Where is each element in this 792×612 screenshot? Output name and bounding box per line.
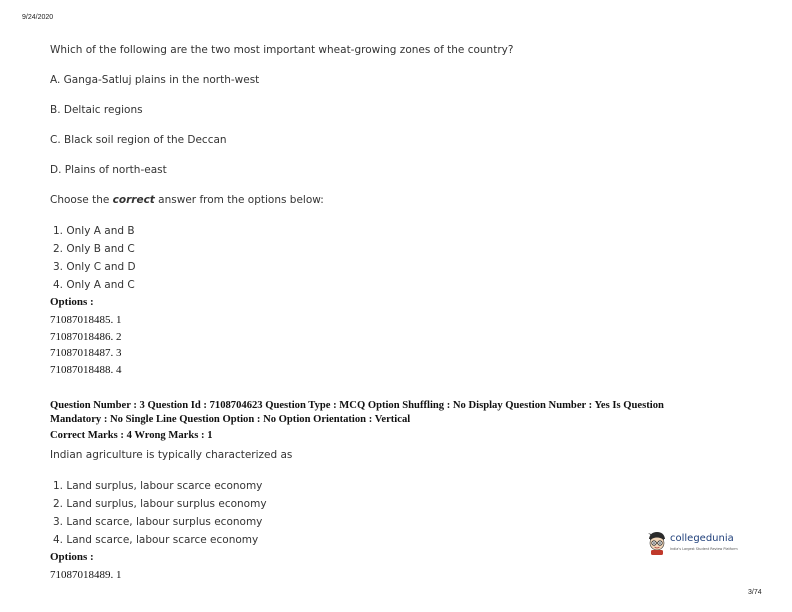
marks-line: Correct Marks : 4 Wrong Marks : 1 — [50, 430, 213, 441]
instruction-suffix: answer from the options below: — [154, 194, 324, 206]
collegedunia-logo — [646, 530, 746, 560]
answer-choice-4: 4. Land scarce, labour scarce economy — [53, 534, 259, 546]
print-date: 9/24/2020 — [22, 14, 54, 21]
option-id: 71087018488. 4 — [50, 363, 122, 376]
answer-choice-3: 3. Only C and D — [53, 261, 136, 273]
page-number: 3/74 — [748, 589, 762, 596]
answer-choices — [53, 222, 136, 294]
instruction-emphasis: correct — [112, 194, 155, 206]
statement-b: B. Deltaic regions — [50, 104, 143, 116]
option-id-list — [50, 312, 122, 378]
question-text: Indian agriculture is typically characterized as — [50, 449, 293, 461]
answer-choice-3: 3. Land scarce, labour surplus economy — [53, 516, 263, 528]
question-meta-line-1: Question Number : 3 Question Id : 7108704623 Question Type : MCQ Option Shuffling : No Display Question Number : Yes Is Question — [50, 400, 664, 411]
answer-choice-2: 2. Land surplus, labour surplus economy — [53, 498, 267, 510]
answer-choice-1: 1. Land surplus, labour scarce economy — [53, 480, 263, 492]
option-id-list — [50, 567, 122, 584]
instruction-prefix: Choose the — [50, 194, 113, 206]
option-id: 71087018486. 2 — [50, 330, 122, 343]
option-id: 71087018485. 1 — [50, 314, 122, 326]
answer-choice-1: 1. Only A and B — [53, 225, 135, 237]
logo-tagline: India's Largest Student Review Platform — [670, 547, 738, 551]
logo-wordmark: collegedunia — [670, 533, 734, 544]
options-label: Options : — [50, 551, 94, 563]
answer-choice-4: 4. Only A and C — [53, 279, 135, 291]
statement-c: C. Black soil region of the Deccan — [50, 134, 227, 146]
option-id: 71087018487. 3 — [50, 347, 122, 359]
option-id: 71087018489. 1 — [50, 569, 122, 581]
statement-d: D. Plains of north-east — [50, 164, 167, 176]
answer-choices — [53, 477, 267, 549]
answer-choice-2: 2. Only B and C — [53, 243, 135, 255]
statement-a: A. Ganga-Satluj plains in the north-west — [50, 74, 260, 86]
mascot-icon — [646, 530, 668, 556]
question-meta-line-2: Mandatory : No Single Line Question Option : No Option Orientation : Vertical — [50, 414, 411, 425]
question-text: Which of the following are the two most important wheat-growing zones of the country? — [50, 44, 514, 56]
instruction-text — [50, 194, 324, 206]
options-label: Options : — [50, 296, 94, 308]
